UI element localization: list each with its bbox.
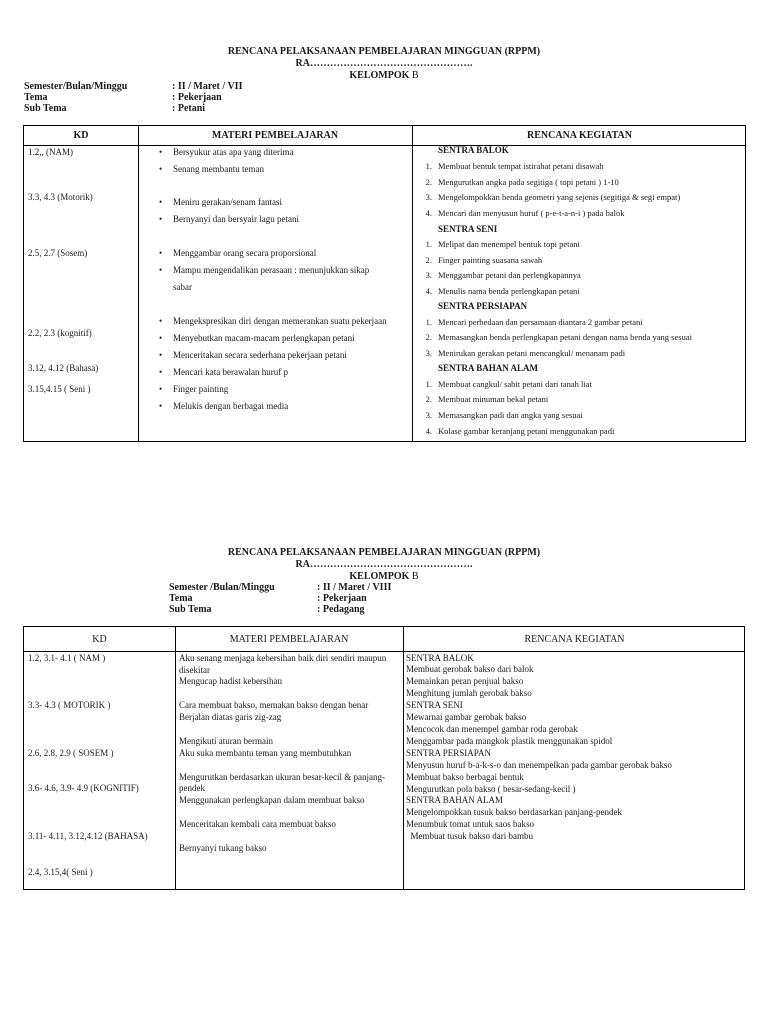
doc2-title: RENCANA PELAKSANAAN PEMBELAJARAN MINGGUAN (RPPM) (227, 547, 541, 558)
doc2-sentra-heading: SENTRA SENI (406, 700, 463, 710)
doc1-materi-item: • Mampu mengendalikan perasaan : menunjukkan sikap (173, 265, 369, 276)
doc1-sentra-heading: SENTRA PERSIAPAN (438, 301, 528, 311)
doc1-materi-item: • Mencari kata berawalan huruf p (173, 367, 288, 378)
doc1-kegiatan-item: 2. Membuat minuman bekal petani (425, 394, 549, 404)
doc1-kegiatan-item: 2. Memasangkan benda perlengkapan petani dengan nama benda yang sesuai (425, 332, 692, 342)
doc2-materi-item: Aku suka membantu teman yang membutuhkan (179, 748, 352, 758)
doc1-kd-item: 3.3, 4.3 (Motorik) (28, 192, 93, 202)
doc2-materi-continuation: disekitar (179, 665, 210, 675)
doc1-materi-item: • Menceritakan secara sederhana pekerjaan petani (173, 350, 347, 361)
doc1-kegiatan-item: 1. Membuat bentuk tempat istirahat petani disawah (425, 161, 604, 171)
doc1-materi-item: • Senang membantu teman (173, 164, 264, 175)
doc1-table-col-divider (138, 126, 139, 441)
doc2-materi-item: Mengucap hadist kebersihan (179, 676, 282, 686)
doc2-materi-item: Bernyanyi tukang bakso (179, 843, 267, 853)
doc1-materi-continuation: sabar (173, 282, 192, 292)
doc2-kd-item: 3.3- 4.3 ( MOTORIK ) (28, 700, 111, 710)
doc2-sentra-heading: SENTRA BALOK (406, 653, 474, 663)
doc2-meta-row: Semester /Bulan/Minggu : II / Maret / VIII (169, 582, 392, 593)
doc1-kegiatan-item: 1. Membuat cangkul/ sabit petani dari tanah liat (425, 379, 592, 389)
doc2-sentra-heading: SENTRA PERSIAPAN (406, 748, 491, 758)
doc2-kegiatan-item: Memainkan peran penjual bakso (406, 676, 524, 686)
doc1-kegiatan-item: 4. Mencari dan menyusun huruf ( p-e-t-a-n-i ) pada balok (425, 208, 625, 218)
doc2-kegiatan-item: Mencocok dan menempel gambar roda gerobak (406, 724, 578, 734)
doc2-kelompok (0, 571, 768, 582)
doc1-header-kegiatan: RENCANA KEGIATAN (527, 130, 632, 141)
doc2-kelompok-value: B (411, 571, 419, 582)
doc2-materi-item: Cara membuat bakso, memakan bakso dengan benar (179, 700, 369, 710)
doc1-materi-item: • Bersyukur atas apa yang diterima (173, 147, 293, 158)
doc1-title: RENCANA PELAKSANAAN PEMBELAJARAN MINGGUAN (RPPM) (227, 46, 541, 57)
doc1-kelompok (0, 70, 768, 81)
doc1-sentra-heading: SENTRA BAHAN ALAM (438, 363, 539, 373)
doc2-table (23, 626, 745, 890)
doc1-meta (24, 81, 242, 114)
doc1-kegiatan-item: 3. Menggambar petani dan perlengkapannya (425, 270, 581, 280)
doc1-kd-item: 3.12, 4.12 (Bahasa) (28, 363, 99, 373)
doc1-materi-item: • Melukis dengan berbagai media (173, 401, 288, 412)
doc1-kegiatan-item: 1. Mencari perbedaan dan persamaan diantara 2 gambar petani (425, 317, 643, 327)
doc1-materi-item: • Finger painting (173, 384, 228, 395)
doc2-header-materi: MATERI PEMBELAJARAN (229, 634, 349, 645)
doc1-kegiatan-item: 2. Finger painting suasana sawah (425, 255, 543, 265)
doc2-materi-item: Berjalan diatas garis zig-zag (179, 712, 282, 722)
doc1-table-header-line (24, 145, 745, 146)
doc2-kegiatan-item: Mengelompokkan tusuk bakso berdasarkan panjang-pendek (406, 807, 622, 817)
doc1-materi-item: • Meniru gerakan/senam fantasi (173, 197, 282, 208)
doc1-meta-row: Sub Tema : Petani (24, 103, 206, 114)
doc2-kegiatan-item: Membuat gerobak bakso dari balok (406, 664, 534, 674)
doc2-sentra-heading: SENTRA BAHAN ALAM (406, 795, 504, 805)
doc2-kegiatan-item: Membuat bakso berbagai bentuk (406, 772, 524, 782)
doc2-materi-item: Aku senang menjaga kebersihan baik diri sendiri maupun (179, 653, 387, 663)
doc2-kegiatan-item: Menggambar pada mangkok plastik menggunakan spidol (406, 736, 613, 746)
doc2-kegiatan-item: Menghitung jumlah gerobak bakso (406, 688, 532, 698)
doc1-ra-line: RA…………………………………………. (295, 58, 473, 69)
doc1-table-col-divider (412, 126, 413, 441)
doc1-materi-item: • Menggambar orang secara proporsional (173, 248, 316, 259)
doc2-table-col-divider (403, 627, 404, 889)
doc2-materi-continuation: pendek (179, 783, 205, 793)
doc2-materi-item: Mengurutkan berdasarkan ukuran besar-kecil & panjang- (179, 772, 385, 782)
doc2-header-kegiatan: RENCANA KEGIATAN (524, 634, 625, 645)
doc2-materi-item: Menggunakan perlengkapan dalam membuat bakso (179, 795, 365, 805)
doc2-meta (169, 582, 391, 615)
doc2-kd-item: 3.11- 4.11, 3.12,4.12 (BAHASA) (28, 831, 148, 841)
doc1-kelompok-label: KELOMPOK (349, 70, 410, 81)
doc2-table-col-divider (175, 627, 176, 889)
doc1-kegiatan-item: 3. Memasangkan padi dan angka yang sesuai (425, 410, 583, 420)
doc1-materi-item: • Bernyanyi dan bersyair lagu petani (173, 214, 299, 225)
doc1-kd-item: 2.2, 2.3 (kognitif) (28, 328, 92, 338)
doc2-materi-item: Mengikuti aturan bermain (179, 736, 273, 746)
doc1-meta-row: Semester/Bulan/Minggu : II / Maret / VII (24, 81, 243, 92)
doc2-materi-item: Menceritakan kembali cara membuat bakso (179, 819, 336, 829)
doc2-kd-item: 3.6- 4.6, 3.9- 4.9 (KOGNITIF) (28, 783, 139, 793)
doc1-kegiatan-item: 1. Melipat dan menempel bentuk topi petani (425, 239, 580, 249)
doc1-kd-item: 1.2,, (NAM) (28, 147, 73, 157)
doc1-kegiatan-item: 4. Kolase gambar keranjang petani menggunakan padi (425, 426, 615, 436)
doc2-header-kd: KD (92, 634, 107, 645)
doc1-kelompok-value: B (411, 70, 419, 81)
doc2-kegiatan-item: Menyusun huruf b-a-k-s-o dan menempelkan pada gambar gerobak bakso (406, 760, 672, 770)
doc2-kegiatan-item: Mengurutkan pola bakso ( besar-sedang-kecil ) (406, 784, 576, 794)
doc2-kelompok-label: KELOMPOK (349, 571, 410, 582)
doc1-sentra-heading: SENTRA BALOK (438, 145, 509, 155)
doc2-kegiatan-item: Menumbuk tomat untuk saos bakso (406, 819, 534, 829)
doc1-sentra-heading: SENTRA SENI (438, 224, 498, 234)
doc2-kd-item: 2.4, 3.15,4( Seni ) (28, 867, 93, 877)
doc1-materi-item: • Menyebutkan macam-macam perlengkapan petani (173, 333, 355, 344)
doc2-kd-item: 2.6, 2.8, 2.9 ( SOSEM ) (28, 748, 114, 758)
doc1-header-kd: KD (73, 130, 89, 141)
doc2-kd-item: 1.2, 3.1- 4.1 ( NAM ) (28, 653, 106, 663)
doc1-kd-item: 3.15,4.15 ( Seni ) (28, 384, 91, 394)
doc1-table (23, 125, 746, 442)
doc1-header-materi: MATERI PEMBELAJARAN (211, 130, 339, 141)
doc2-ra-line: RA…………………………………………. (295, 559, 473, 570)
doc1-kd-item: 2.5, 2.7 (Sosem) (28, 248, 88, 258)
doc2-kegiatan-item: Membuat tusuk bakso dari bambu (406, 831, 533, 841)
doc1-materi-item: • Mengekspresikan diri dengan memerankan suatu pekerjaan (173, 316, 387, 327)
doc1-kegiatan-item: 3. Menirukan gerakan petani mencangkul/ menanam padi (425, 348, 626, 358)
doc1-kegiatan-item: 4. Menulis nama benda perlengkapan petani (425, 286, 580, 296)
doc2-kegiatan-item: Mewarnai gambar gerobak bakso (406, 712, 527, 722)
doc1-meta-row: Tema : Pekerjaan (24, 92, 222, 103)
doc1-kegiatan-item: 3. Mengelompokkan benda geometri yang sejenis (segitiga & segi empat) (425, 192, 681, 202)
doc1-kegiatan-item: 2. Mengurutkan angka pada segitiga ( topi petani ) 1-10 (425, 177, 619, 187)
doc2-meta-row: Tema : Pekerjaan (169, 593, 367, 604)
doc2-meta-row: Sub Tema : Pedagang (169, 604, 365, 615)
doc2-table-header-line (24, 651, 744, 652)
